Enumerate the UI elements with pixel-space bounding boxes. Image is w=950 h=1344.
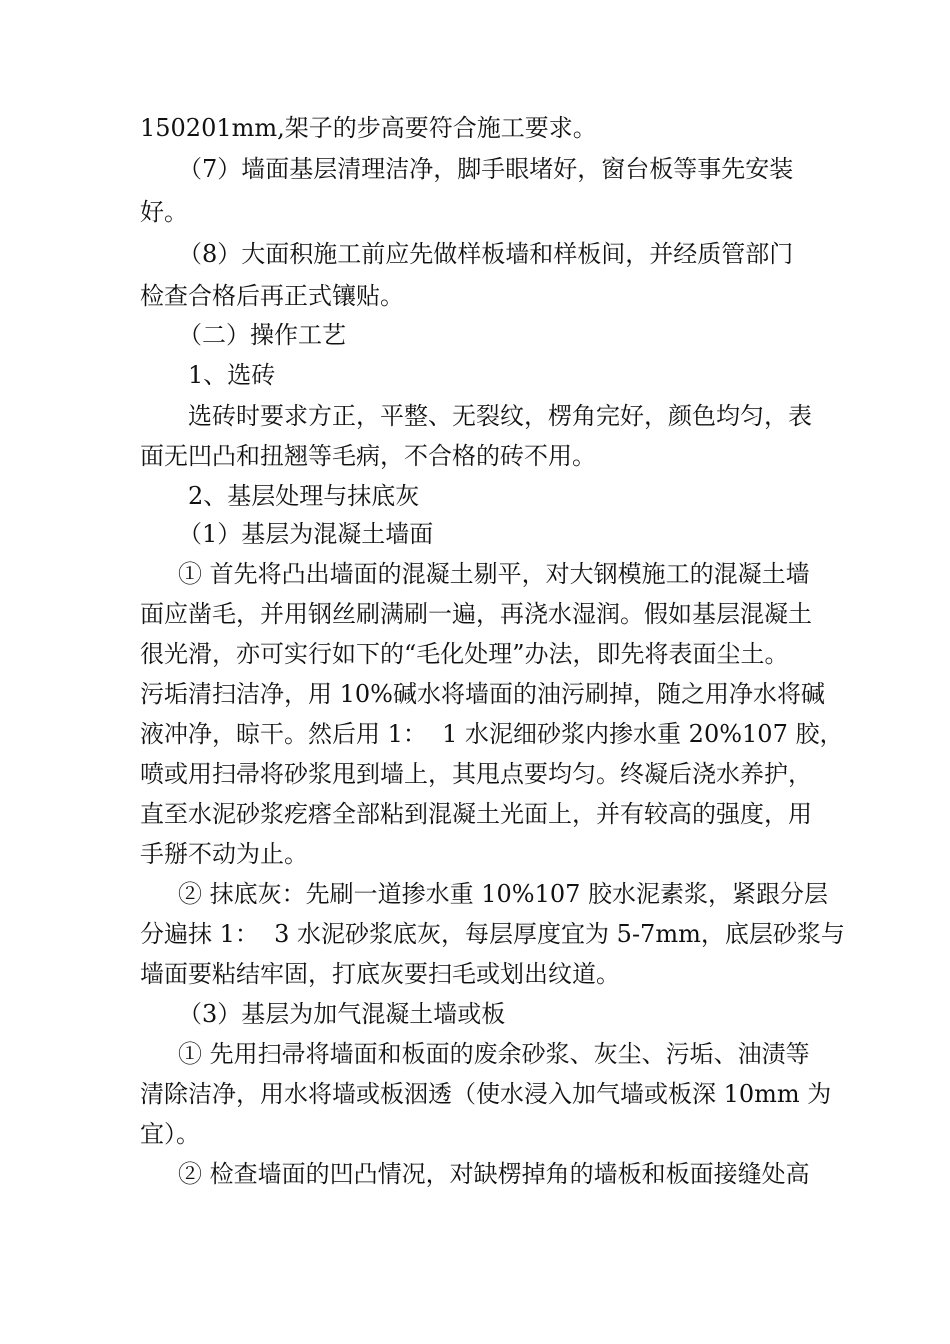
subsection-heading: 2、基层处理与抹底灰	[188, 482, 420, 510]
text-line: ① 首先将凸出墙面的混凝土剔平，对大钢模施工的混凝土墙	[178, 560, 810, 588]
text-line: （7）墙面基层清理洁净，脚手眼堵好，窗台板等事先安装	[178, 155, 794, 183]
section-heading: （二）操作工艺	[178, 321, 346, 349]
text-line: 选砖时要求方正，平整、无裂纹，楞角完好，颜色均匀，表	[188, 402, 812, 430]
subsection-heading: （3）基层为加气混凝土墙或板	[178, 1000, 506, 1028]
text-line: 面无凹凸和扭翘等毛病，不合格的砖不用。	[140, 442, 596, 470]
text-line: 检查合格后再正式镶贴。	[140, 282, 404, 310]
subsection-heading: （1）基层为混凝土墙面	[178, 520, 434, 548]
text-line: 很光滑，亦可实行如下的“毛化处理”办法，即先将表面尘土。	[140, 640, 789, 668]
text-line: 墙面要粘结牢固，打底灰要扫毛或划出纹道。	[140, 960, 620, 988]
text-line: （8）大面积施工前应先做样板墙和样板间，并经质管部门	[178, 240, 794, 268]
text-line: 分遍抹 1： 3 水泥砂浆底灰，每层厚度宜为 5-7mm，底层砂浆与	[140, 920, 845, 948]
text-line: ② 检查墙面的凹凸情况，对缺楞掉角的墙板和板面接缝处高	[178, 1160, 810, 1188]
text-line: 面应凿毛，并用钢丝刷满刷一遍，再浇水湿润。假如基层混凝土	[140, 600, 812, 628]
text-line: 手掰不动为止。	[140, 840, 308, 868]
text-line: 污垢清扫洁净，用 10%碱水将墙面的油污刷掉，随之用净水将碱	[140, 680, 825, 708]
text-line: 喷或用扫帚将砂浆甩到墙上，其甩点要均匀。终凝后浇水养护，	[140, 760, 812, 788]
text-line: ② 抹底灰：先刷一道掺水重 10%107 胶水泥素浆，紧跟分层	[178, 880, 829, 908]
text-line: 清除洁净，用水将墙或板洇透（使水浸入加气墙或板深 10mm 为	[140, 1080, 832, 1108]
text-line: 150201mm,架子的步高要符合施工要求。	[140, 114, 597, 142]
text-line: 宜）。	[140, 1120, 200, 1148]
text-line: 液冲净，晾干。然后用 1： 1 水泥细砂浆内掺水重 20%107 胶，	[140, 720, 844, 748]
text-line: 好。	[140, 198, 188, 226]
subsection-heading: 1、选砖	[188, 361, 276, 389]
text-line: 直至水泥砂浆疙瘩全部粘到混凝土光面上，并有较高的强度，用	[140, 800, 812, 828]
text-line: ① 先用扫帚将墙面和板面的废余砂浆、灰尘、污垢、油渍等	[178, 1040, 810, 1068]
